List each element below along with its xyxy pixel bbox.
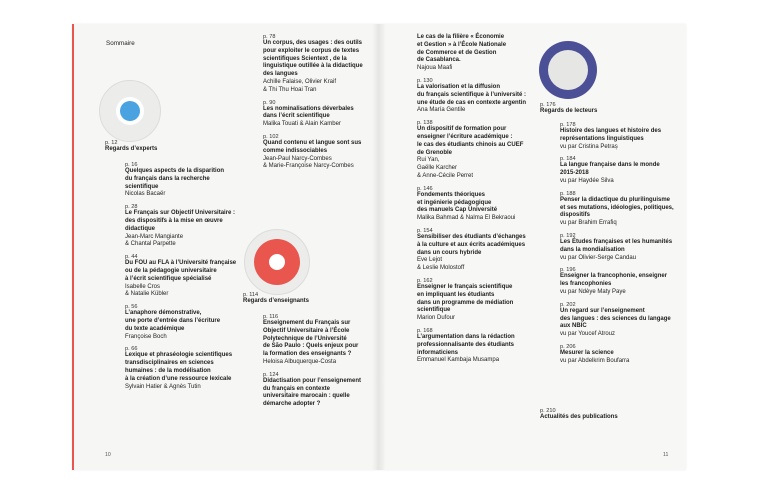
entry-title-line: Les Études françaises et les humanités bbox=[560, 238, 673, 245]
entry-title-line: pour exploiter le corpus de textes bbox=[263, 47, 360, 54]
entry-page-number: p. 124 bbox=[263, 371, 279, 378]
entry-page-number: p. 196 bbox=[560, 267, 576, 274]
entry-title-line: Didactisation pour l’enseignement bbox=[263, 377, 362, 384]
entry-author-line: Jean-Paul Narcy-Combes bbox=[263, 155, 332, 162]
entry-title-line: transdisciplinaires en sciences bbox=[125, 360, 214, 367]
entry-page-number: p. 162 bbox=[417, 277, 433, 284]
entry-page-number: p. 138 bbox=[417, 120, 433, 127]
toc-entry bbox=[560, 302, 710, 339]
entry-title-line: du français scientifique à l’université : bbox=[417, 91, 527, 98]
entry-title-line: Sensibiliser des étudiants d’échanges bbox=[417, 233, 526, 240]
entry-title-line: de São Paulo : Quels enjeux pour bbox=[263, 343, 359, 350]
entry-title-line: des langues : des sciences du langage bbox=[560, 315, 671, 322]
page-number: 10 bbox=[105, 452, 111, 458]
section-title: Regards d’experts bbox=[105, 146, 158, 152]
entry-title-line: Le cas de la filière « Économie bbox=[417, 34, 505, 40]
entry-page-number: p. 202 bbox=[560, 301, 576, 308]
entry-title-line: dispositifs bbox=[560, 212, 591, 219]
entry-title-line: informaticiens bbox=[417, 349, 459, 356]
section-page: p. 114 bbox=[243, 292, 259, 298]
entry-title-line: professionnalisante des étudiants bbox=[417, 341, 515, 348]
entry-title-line: Lexique et phraséologie scientifiques bbox=[125, 352, 233, 359]
toc-entry bbox=[417, 278, 567, 323]
entry-author-line: vu par Brahim Errafiq bbox=[560, 220, 617, 227]
entry-author-line: vu par Olivier-Serge Candau bbox=[560, 254, 637, 261]
entry-author-line: Emmanuel Kambaja Musampa bbox=[417, 357, 500, 364]
entry-title-line: dans un cours hybride bbox=[417, 249, 482, 256]
entry-author-line: Gaëlle Karcher bbox=[417, 165, 458, 172]
entry-title-line: Un corpus, des usages : des outils bbox=[263, 40, 363, 46]
entry-title-line: humaines : de la modélisation bbox=[125, 367, 211, 374]
entry-author-line: Rui Yan, bbox=[417, 157, 440, 164]
entry-author-line: Marion Dufour bbox=[417, 315, 456, 322]
entry-author-line: vu par Haydée Silva bbox=[560, 177, 614, 184]
entry-page-number: p. 66 bbox=[125, 346, 138, 353]
entry-page-number: p. 154 bbox=[417, 227, 433, 234]
entry-title-line: Quelques aspects de la disparition bbox=[125, 168, 225, 174]
navy-target-graphic bbox=[539, 41, 597, 99]
entry-page-number: p. 16 bbox=[125, 162, 138, 168]
entry-title-line: universitaire marocain : quelle bbox=[263, 393, 350, 400]
toc-entry bbox=[560, 122, 710, 151]
entry-author-line: Malika Bahmad & Nalma El Bekraoui bbox=[417, 215, 516, 222]
entry-title-line: et ses mutations, idéologies, politiques, bbox=[560, 204, 674, 211]
toc-entry bbox=[560, 156, 710, 185]
entry-author-line: Heloisa Albuquerque-Costa bbox=[263, 358, 337, 365]
entry-page-number: p. 28 bbox=[125, 204, 138, 211]
entry-author-line: & Natalie Kübler bbox=[125, 291, 169, 298]
book-spread bbox=[72, 24, 686, 470]
entry-page-number: p. 130 bbox=[417, 77, 433, 84]
entry-author-line: vu par Ndèye Maty Paye bbox=[560, 288, 626, 295]
entry-page-number: p. 184 bbox=[560, 156, 576, 163]
entry-title-line: didactique bbox=[125, 225, 156, 232]
entry-author-line: vu par Youcef Atrouz bbox=[560, 331, 616, 338]
entry-page-number: p. 44 bbox=[125, 254, 138, 261]
entry-title-line: L’argumentation dans la rédaction bbox=[417, 333, 515, 340]
entry-title-line: Mesurer la science bbox=[560, 349, 614, 356]
lecteurs-entries bbox=[560, 122, 710, 371]
page-number: 11 bbox=[663, 452, 669, 458]
entry-title-line: la formation des enseignants ? bbox=[263, 351, 352, 358]
toc-entry bbox=[125, 162, 275, 199]
entry-title-line: scientifiques Scientext , de la bbox=[263, 55, 347, 62]
entry-author-line: Eve Lejot bbox=[417, 257, 443, 264]
entry-title-line: aux NBIC bbox=[560, 323, 587, 330]
entry-title-line: ou de la pédagogie universitaire bbox=[125, 267, 217, 274]
entry-title-line: de Casablanca. bbox=[417, 57, 461, 64]
entry-author-line: vu par Cristina Petraș bbox=[560, 143, 618, 150]
toc-entry bbox=[417, 120, 567, 181]
entry-title-line: scientifique bbox=[125, 183, 159, 190]
entry-title-line: du français dans la recherche bbox=[125, 175, 210, 182]
book-gutter bbox=[372, 24, 386, 470]
section-title: Actualités des publications bbox=[540, 414, 618, 420]
entry-title-line: Un regard sur l’enseignement bbox=[560, 307, 645, 314]
entry-title-line: Un dispositif de formation pour bbox=[417, 126, 507, 133]
entry-author-line: Malika Touati & Alain Kamber bbox=[263, 121, 341, 128]
entry-title-line: démarche adopter ? bbox=[263, 401, 321, 408]
entry-page-number: p. 90 bbox=[263, 99, 276, 106]
section-enseignants bbox=[243, 292, 309, 306]
entry-title-line: comme indissociables bbox=[263, 147, 328, 154]
entry-author-line: Ana María Gentile bbox=[417, 107, 466, 114]
section-experts bbox=[105, 140, 157, 154]
entry-title-line: enseigner l’écriture académique : bbox=[417, 133, 513, 140]
entry-page-number: p. 78 bbox=[263, 34, 276, 40]
entry-title-line: La langue française dans le monde bbox=[560, 162, 660, 169]
entry-title-line: à l’écrit scientifique spécialisé bbox=[125, 275, 212, 282]
blue-target-graphic bbox=[99, 80, 161, 142]
entry-title-line: Du FOU au FLA à l’Université française bbox=[125, 260, 237, 267]
entry-title-line: scientifique bbox=[417, 307, 451, 314]
entry-title-line: Enseigner le français scientifique bbox=[417, 283, 513, 290]
entry-title-line: une porte d’entrée dans l’écriture bbox=[125, 317, 221, 324]
section-lecteurs bbox=[540, 102, 597, 116]
entry-title-line: Enseigner la francophonie, enseigner bbox=[560, 273, 668, 280]
entry-title-line: à la culture et aux écrits académiques bbox=[417, 241, 526, 248]
toc-entry bbox=[417, 186, 567, 223]
entry-title-line: du français en contexte bbox=[263, 385, 331, 392]
entry-title-line: Penser la didactique du plurilinguisme bbox=[560, 196, 671, 203]
entry-author-line: & Marie-Françoise Narcy-Combes bbox=[263, 163, 354, 170]
entry-title-line: Histoire des langues et histoire des bbox=[560, 128, 662, 134]
toc-entry bbox=[560, 233, 710, 262]
entry-author-line: vu par Abdelkrim Boufarra bbox=[560, 357, 630, 364]
toc-entry bbox=[125, 304, 275, 341]
section-page: p. 176 bbox=[540, 102, 556, 108]
entry-title-line: dans l’écrit scientifique bbox=[263, 113, 330, 120]
entry-title-line: Polytechnique de l’Université bbox=[263, 335, 347, 342]
entry-author-line: Jean-Marc Mangiante bbox=[125, 233, 184, 240]
entry-title-line: et Gestion » à l’École Nationale bbox=[417, 41, 507, 48]
page-edge-marker bbox=[72, 24, 74, 470]
toc-entry bbox=[560, 344, 710, 366]
entry-title-line: dans un programme de médiation bbox=[417, 299, 514, 306]
toc-entry bbox=[560, 267, 710, 296]
entry-page-number: p. 206 bbox=[560, 343, 576, 350]
entry-page-number: p. 146 bbox=[417, 185, 433, 192]
entry-title-line: les francophonies bbox=[560, 281, 612, 288]
entry-title-line: du texte académique bbox=[125, 325, 185, 332]
section-title: Regards de lecteurs bbox=[540, 108, 598, 114]
section-page: p. 210 bbox=[540, 408, 556, 414]
entry-title-line: 2015-2018 bbox=[560, 170, 589, 177]
entry-title-line: à la création d’une ressource lexicale bbox=[125, 375, 232, 382]
left-page bbox=[72, 24, 379, 470]
entry-title-line: linguistique outillée à la didactique bbox=[263, 63, 363, 70]
entry-page-number: p. 192 bbox=[560, 232, 576, 239]
entry-title-line: représentations linguistiques bbox=[560, 135, 644, 142]
entry-author-line: Sylvain Hatier & Agnès Tutin bbox=[125, 383, 201, 390]
entry-author-line: Isabelle Cros bbox=[125, 283, 161, 290]
right-page bbox=[379, 24, 686, 470]
toc-entry bbox=[417, 328, 567, 365]
entry-title-line: L’anaphore démonstrative, bbox=[125, 310, 202, 317]
entry-page-number: p. 56 bbox=[125, 304, 138, 311]
entry-page-number: p. 168 bbox=[417, 327, 433, 334]
entry-page-number: p. 116 bbox=[263, 314, 279, 320]
entry-title-line: Les nominalisations déverbales bbox=[263, 105, 354, 112]
entry-author-line: Nicolas Bacaër bbox=[125, 191, 166, 198]
entry-author-line: & Chantal Parpette bbox=[125, 241, 176, 248]
entry-title-line: Quand contenu et langue sont sus bbox=[263, 139, 362, 146]
entry-title-line: Objectif Universitaire à l’École bbox=[263, 327, 350, 334]
section-title: Regards d’enseignants bbox=[243, 298, 310, 304]
entry-title-line: des langues bbox=[263, 71, 298, 78]
entry-title-line: Fondements théoriques bbox=[417, 191, 486, 198]
entry-title-line: des dispositifs à la mise en œuvre bbox=[125, 217, 223, 224]
entry-author-line: Najoua Maafi bbox=[417, 65, 453, 72]
entry-page-number: p. 102 bbox=[263, 133, 279, 140]
entry-page-number: p. 178 bbox=[560, 122, 576, 128]
entry-author-line: Françoise Boch bbox=[125, 333, 167, 340]
entry-title-line: Enseignement du Français sur bbox=[263, 320, 351, 326]
red-target-graphic bbox=[244, 229, 310, 295]
entry-title-line: des manuels Cap Université bbox=[417, 207, 498, 214]
sommaire-heading: Sommaire bbox=[106, 40, 135, 47]
entry-author-line: Achille Falaise, Olivier Kraif bbox=[263, 78, 337, 85]
entry-title-line: en impliquant les étudiants bbox=[417, 291, 495, 298]
entry-title-line: de Commerce et de Gestion bbox=[417, 49, 497, 56]
entry-page-number: p. 188 bbox=[560, 190, 576, 197]
section-page: p. 12 bbox=[105, 140, 118, 146]
section-actualites bbox=[540, 408, 618, 422]
toc-entry bbox=[125, 346, 275, 391]
entry-title-line: de Grenoble bbox=[417, 149, 453, 156]
entry-title-line: une étude de cas en contexte argentin bbox=[417, 99, 527, 106]
entry-title-line: Le Français sur Objectif Universitaire : bbox=[125, 210, 236, 217]
entry-title-line: le cas des étudiants chinois au CUEF bbox=[417, 141, 524, 148]
entry-author-line: & Anne-Cécile Perret bbox=[417, 172, 474, 179]
entry-title-line: dans la mondialisation bbox=[560, 246, 625, 253]
toc-entry bbox=[560, 191, 710, 228]
toc-entry bbox=[417, 228, 567, 273]
entry-title-line: et ingénierie pédagogique bbox=[417, 199, 492, 206]
entry-title-line: La valorisation et la diffusion bbox=[417, 83, 501, 90]
entry-author-line: & Thi Thu Hoai Tran bbox=[263, 86, 317, 93]
entry-author-line: & Leslie Molostoff bbox=[417, 265, 465, 272]
